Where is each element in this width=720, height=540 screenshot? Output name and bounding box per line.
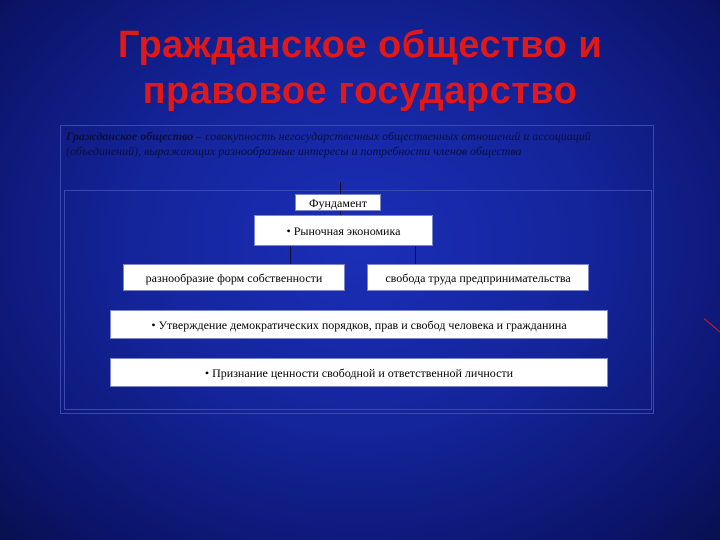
definition-text: – совокупность негосударственных общественных отношений и ассоциаций (объединений), выражающих разнообразные интересы и потребности членов общества <box>66 129 591 158</box>
labor-freedom-box <box>367 264 589 291</box>
personality-label: • Признание ценности свободной и ответственной личности <box>204 365 514 380</box>
definition-term: Гражданское общество <box>66 129 194 143</box>
personality-box <box>110 358 608 387</box>
property-forms-box <box>123 264 345 291</box>
slide-title <box>60 22 660 114</box>
democracy-label: • Утверждение демократических порядков, прав и свобод человека и гражданина <box>151 317 567 332</box>
title-line-2: правовое государство <box>142 70 578 112</box>
labor-freedom-label: свобода труда предпринимательства <box>385 270 571 285</box>
property-forms-label: разнообразие форм собственности <box>145 270 323 285</box>
connector-market-freedom <box>415 246 416 265</box>
foundation-label: Фундамент <box>309 195 367 210</box>
democracy-box <box>110 310 608 339</box>
title-line-1: Гражданское общество и <box>117 24 603 66</box>
connector-market-forms <box>290 246 291 265</box>
definition-paragraph <box>66 129 646 159</box>
foundation-box <box>295 194 381 211</box>
market-economy-box <box>254 215 433 246</box>
market-economy-label: • Рыночная экономика <box>286 223 401 238</box>
decorative-line <box>704 318 720 335</box>
